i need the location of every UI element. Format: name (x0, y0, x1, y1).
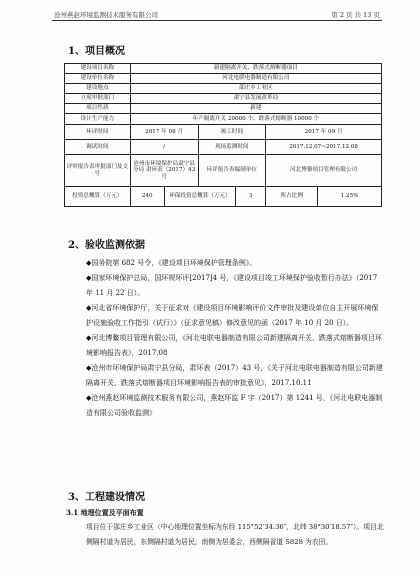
cell-label: 调试时间 (65, 140, 131, 155)
basis-item: ◆沧州燕赵环境监测技术服务有限公司，燕赵环监 F 字（2017）第 1241 号，《河北电联电器制造有限公司验收监测》 (86, 394, 383, 417)
cell-label: 所占比例 (266, 187, 318, 207)
header-company: 沧州燕赵环境监测技术服务有限公司 (54, 11, 158, 19)
cell-label: 评审报告表审批部门及文号 (65, 155, 131, 187)
cell-value: 1.25% (318, 187, 382, 207)
cell-value: 沧州市环境保护局肃宁县分局 肃环表（2017）43 号 (130, 155, 198, 187)
cell-value: 河北博鳌项目管理有限公司 (266, 155, 382, 187)
cell-value: 2017 年 08 月 (130, 125, 198, 140)
basis-item: ◆河北省环境保护厅，关于征求对《建设项目环境影响评价文件审批及建设单位自主开展环境保护设施验收工作指引（试行）》（征求意见稿）修改意见的函（2017 年 10 月 20 日）。 (86, 304, 379, 327)
cell-value: / (130, 140, 198, 155)
cell-value: 河北电联电器制造有限公司 (130, 74, 381, 84)
page-header (52, 6, 382, 21)
cell-value: 年产隔离开关 20000 个、跌落式熔断器 10000 个 (130, 114, 381, 125)
location-paragraph (66, 520, 384, 550)
basis-item: ◆河北博鳌项目管理有限公司，《河北电联电器制造有限公司新建隔离开关、跌落式熔断器项目环境影响报告表》，2017.08 (86, 334, 382, 357)
cell-value: 肃宁县发展改革局 (130, 94, 381, 104)
cell-value: 2017 年 09 月 (266, 125, 382, 140)
cell-label: 环评报告表编制单位 (198, 155, 266, 187)
section-3-title: 3、工程建设情况 (68, 492, 145, 503)
location-text: 项目位于邵庄乡工业区（中心地理位置坐标为东经 115°52′34.36″，北纬 38°30′18.57″）。项目北侧隔村道为居民，东侧隔村道为居民，南侧为居委会，西侧隔省道 S828 为农田。 (86, 523, 384, 546)
section-2-title: 2、验收监测依据 (68, 240, 145, 251)
cell-label: 设计生产能力 (65, 114, 131, 125)
cell-label: 立项审批部门 (65, 94, 131, 104)
cell-label: 环评时间 (65, 125, 131, 140)
cell-value: 新建 (130, 104, 381, 114)
project-overview-table (64, 63, 382, 207)
basis-item: ◆国家环境保护总局，国环规环评[2017]4 号，《建设项目竣工环境保护验收暂行办法》（2017 年 11 月 22 日）。 (86, 274, 378, 297)
cell-value: 3 (236, 187, 266, 207)
basis-item: ◆国务院第 682 号令，《建设项目环境保护管理条例》。 (86, 259, 257, 267)
cell-value: 邵庄乡工业区 (130, 84, 381, 94)
cell-value: 240 (130, 187, 164, 207)
cell-label: 竣工时间 (198, 125, 266, 140)
section-1-title: 1、项目概况 (68, 46, 125, 57)
subsection-3-1-title: 3.1 地理位置及平面布置 (66, 508, 144, 517)
cell-label: 建设项目名称 (65, 64, 131, 74)
basis-list (66, 256, 384, 421)
cell-label: 现场监测时间 (198, 140, 266, 155)
basis-item: ◆沧州市环境保护局肃宁县分局，肃环表（2017）43 号，《关于河北电联电器制造有限公司新建隔离开关、跌落式熔断器项目环境影响报告表的审批意见》，2017.10.11 (86, 364, 383, 387)
cell-label: 项目性质 (65, 104, 131, 114)
cell-label: 建设单位名称 (65, 74, 131, 84)
cell-label: 建设地点 (65, 84, 131, 94)
header-page-number: 第 2 页 共 13 页 (331, 11, 380, 19)
cell-label: 环保投资总概算（万元） (164, 187, 236, 207)
cell-value: 2017.12.07~2017.12.08 (266, 140, 382, 155)
cell-value: 新建隔离开关、跌落式熔断器项目 (130, 64, 381, 74)
cell-label: 投资总概算（万元） (65, 187, 131, 207)
